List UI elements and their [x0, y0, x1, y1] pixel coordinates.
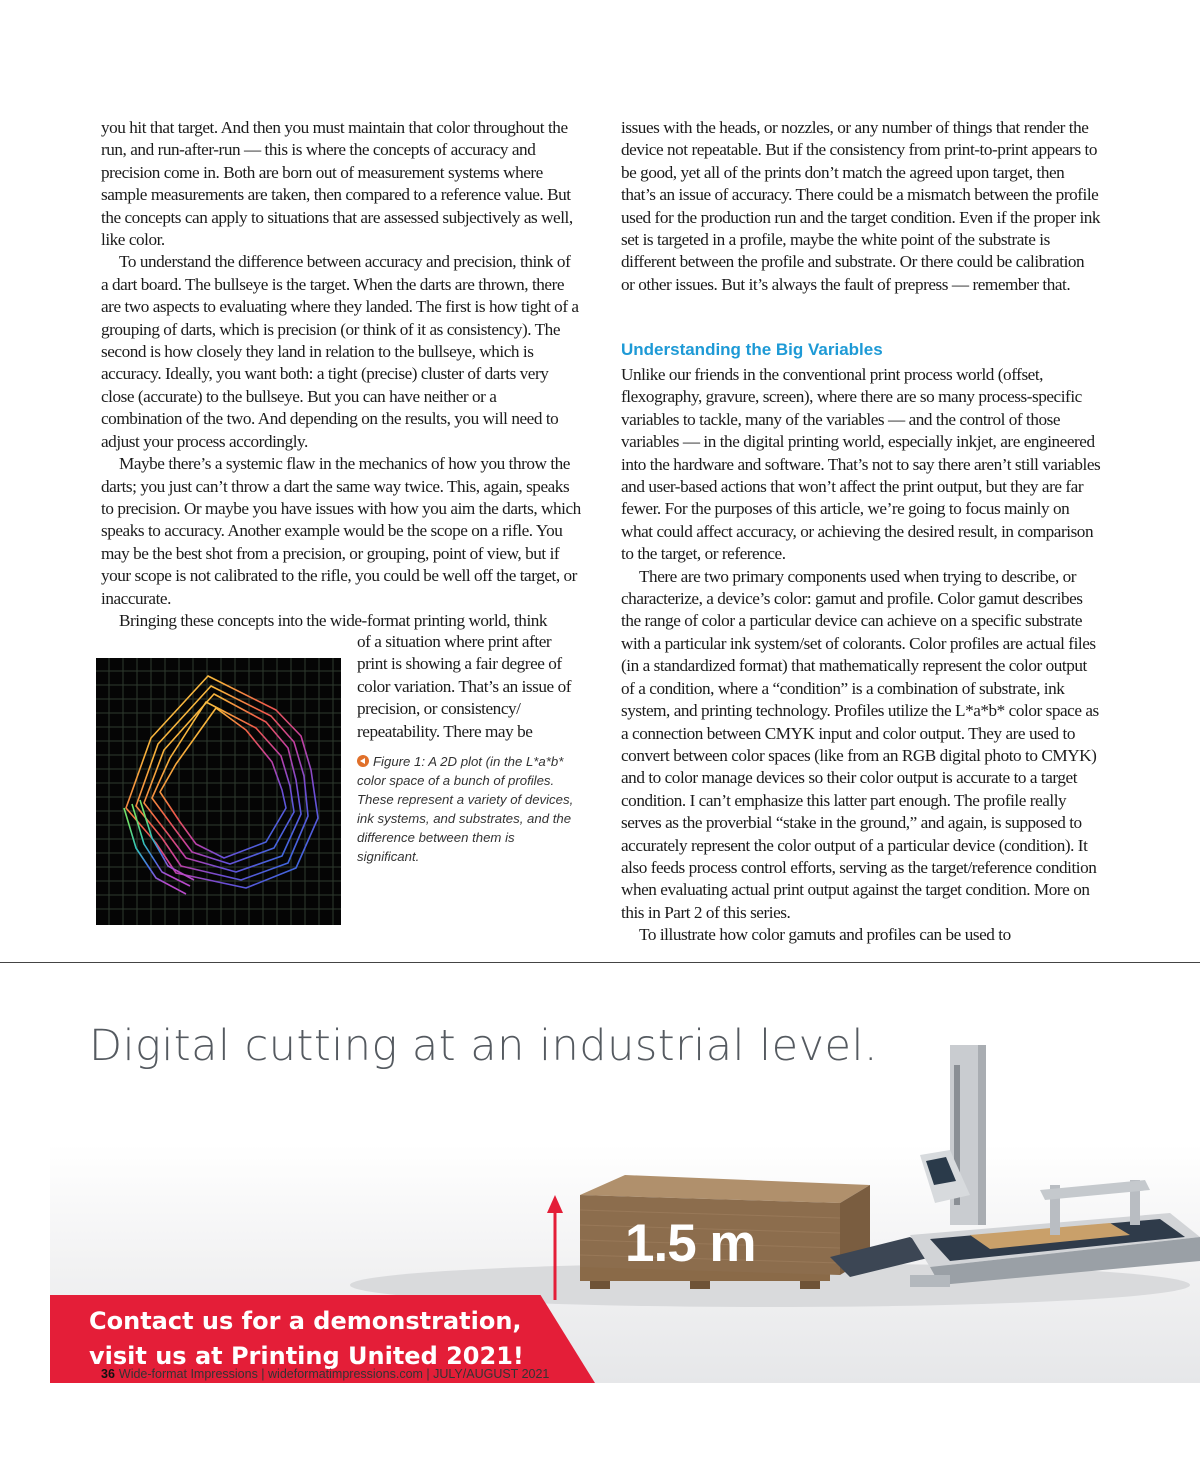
body-paragraph: Bringing these concepts into the wide-format printing world, think — [119, 610, 548, 630]
play-arrow-icon — [357, 755, 369, 767]
section-heading: Understanding the Big Variables — [621, 340, 883, 359]
ad-headline: Digital cutting at an industrial level. — [89, 1021, 879, 1071]
right-column-lower — [621, 364, 1101, 947]
body-paragraph: you hit that target. And then you must maintain that color throughout the run, and run-after-run — this is where the concepts of accuracy and precision come in. Both are born out of measurement systems where sample measurements are taken, then compared to a reference value. But the concepts can apply to situations that are assessed subjectively as well, like color. — [101, 118, 573, 250]
body-paragraph: There are two primary components used when trying to describe, or characterize, a device’s color: gamut and profile. Color gamut describes the range of color a particular device can achieve on a specific substrate with a particular ink system/set of colorants. Color profiles are actual files (in a standardized format) that mathematically represent the color output of a condition, where a “condition” is a combination of substrate, ink system, and printing technology. Profiles utilize the L*a*b* color space as a connection between CMYK input and color output. They are used to convert between color spaces (like from an RGB digital photo to CMYK) and to color manage devices so their color output is accurate to a target condition. I can’t emphasize this latter part enough. The profile really serves as the proverbial “stake in the ground,” and again, is supposed to accurately represent the color output of a particular device (condition). It also feeds process control efforts, serving as the target/reference condition when evaluating actual print output against the target condition. More on this in Part 2 of this series. — [621, 566, 1099, 922]
body-paragraph: Maybe there’s a systemic flaw in the mechanics of how you throw the darts; you just can’t throw a dart the same way twice. This, again, speaks to precision. Or maybe you have issues with how you aim the darts, which speaks to accuracy. Another example would be the scope on a rifle. You may be the best shot from a precision, or grouping, point of view, but if your scope is not calibrated to the rifle, you could be well off the target, or inaccurate. — [101, 454, 581, 608]
section-divider — [0, 962, 1200, 963]
cta-line-2[interactable]: visit us at Printing United 2021! — [89, 1342, 524, 1370]
right-column — [621, 117, 1101, 296]
gamut-plot-figure — [96, 658, 341, 925]
figure-caption-text: Figure 1: A 2D plot (in the L*a*b* color space of a bunch of profiles. These represent a variety of devices, ink systems, and substrates, and the difference between them is significant. — [357, 754, 574, 864]
figure-caption — [357, 752, 577, 866]
body-paragraph-continued: of a situation where print after print is showing a fair degree of color variation. That’s an issue of precision, or consistency/ repeatability. There may be — [357, 632, 571, 741]
page-number: 36 — [101, 1367, 115, 1381]
body-paragraph: issues with the heads, or nozzles, or any number of things that render the device not repeatable. But if the consistency from print-to-print appears to be good, yet all of the prints don’t match the agreed upon target, then that’s an issue of accuracy. There could be a mismatch between the profile used for the production run and the target condition. Even if the proper ink set is targeted in a profile, maybe the white point of the substrate is different between the profile and substrate. Or there could be calibration or other issues. But it’s always the fault of prepress — remember that. — [621, 118, 1101, 294]
body-paragraph: Unlike our friends in the conventional print process world (offset, flexography, gravure, screen), where there are so many process-specific variables to tackle, many of the variables — and the control of those variables — in the digital printing world, especially inkjet, are engineered into the hardware and software. That’s not to say there aren’t still variables and user-based actions that won’t affect the print output, but they are far fewer. For the purposes of this article, we’re going to focus mainly on what could affect accuracy, or achieving the desired result, in comparison to the target, or reference. — [621, 365, 1101, 564]
body-paragraph: To illustrate how color gamuts and profiles can be used to — [639, 925, 1011, 945]
footer-text: Wide-format Impressions | wideformatimpressions.com | JULY/AUGUST 2021 — [118, 1367, 550, 1381]
page-footer — [101, 1367, 549, 1381]
advertisement[interactable] — [50, 985, 1200, 1383]
left-column — [101, 117, 581, 632]
cta-line-1[interactable]: Contact us for a demonstration, — [89, 1307, 522, 1335]
body-paragraph: To understand the difference between accuracy and precision, think of a dart board. The bullseye is the target. When the darts are thrown, there are two aspects to evaluating where they landed. The first is how tight of a grouping of darts, which is precision (or think of it as consistency). The second is how closely they land in relation to the bullseye, which is accuracy. Ideally, you want both: a tight (precise) cluster of darts very close (accurate) to the bullseye. But you can have neither or a combination of the two. And depending on the results, you will need to adjust your process accordingly. — [101, 252, 579, 451]
stack-height-label: 1.5 m — [625, 1214, 756, 1273]
gamut-plot-image — [96, 658, 341, 925]
